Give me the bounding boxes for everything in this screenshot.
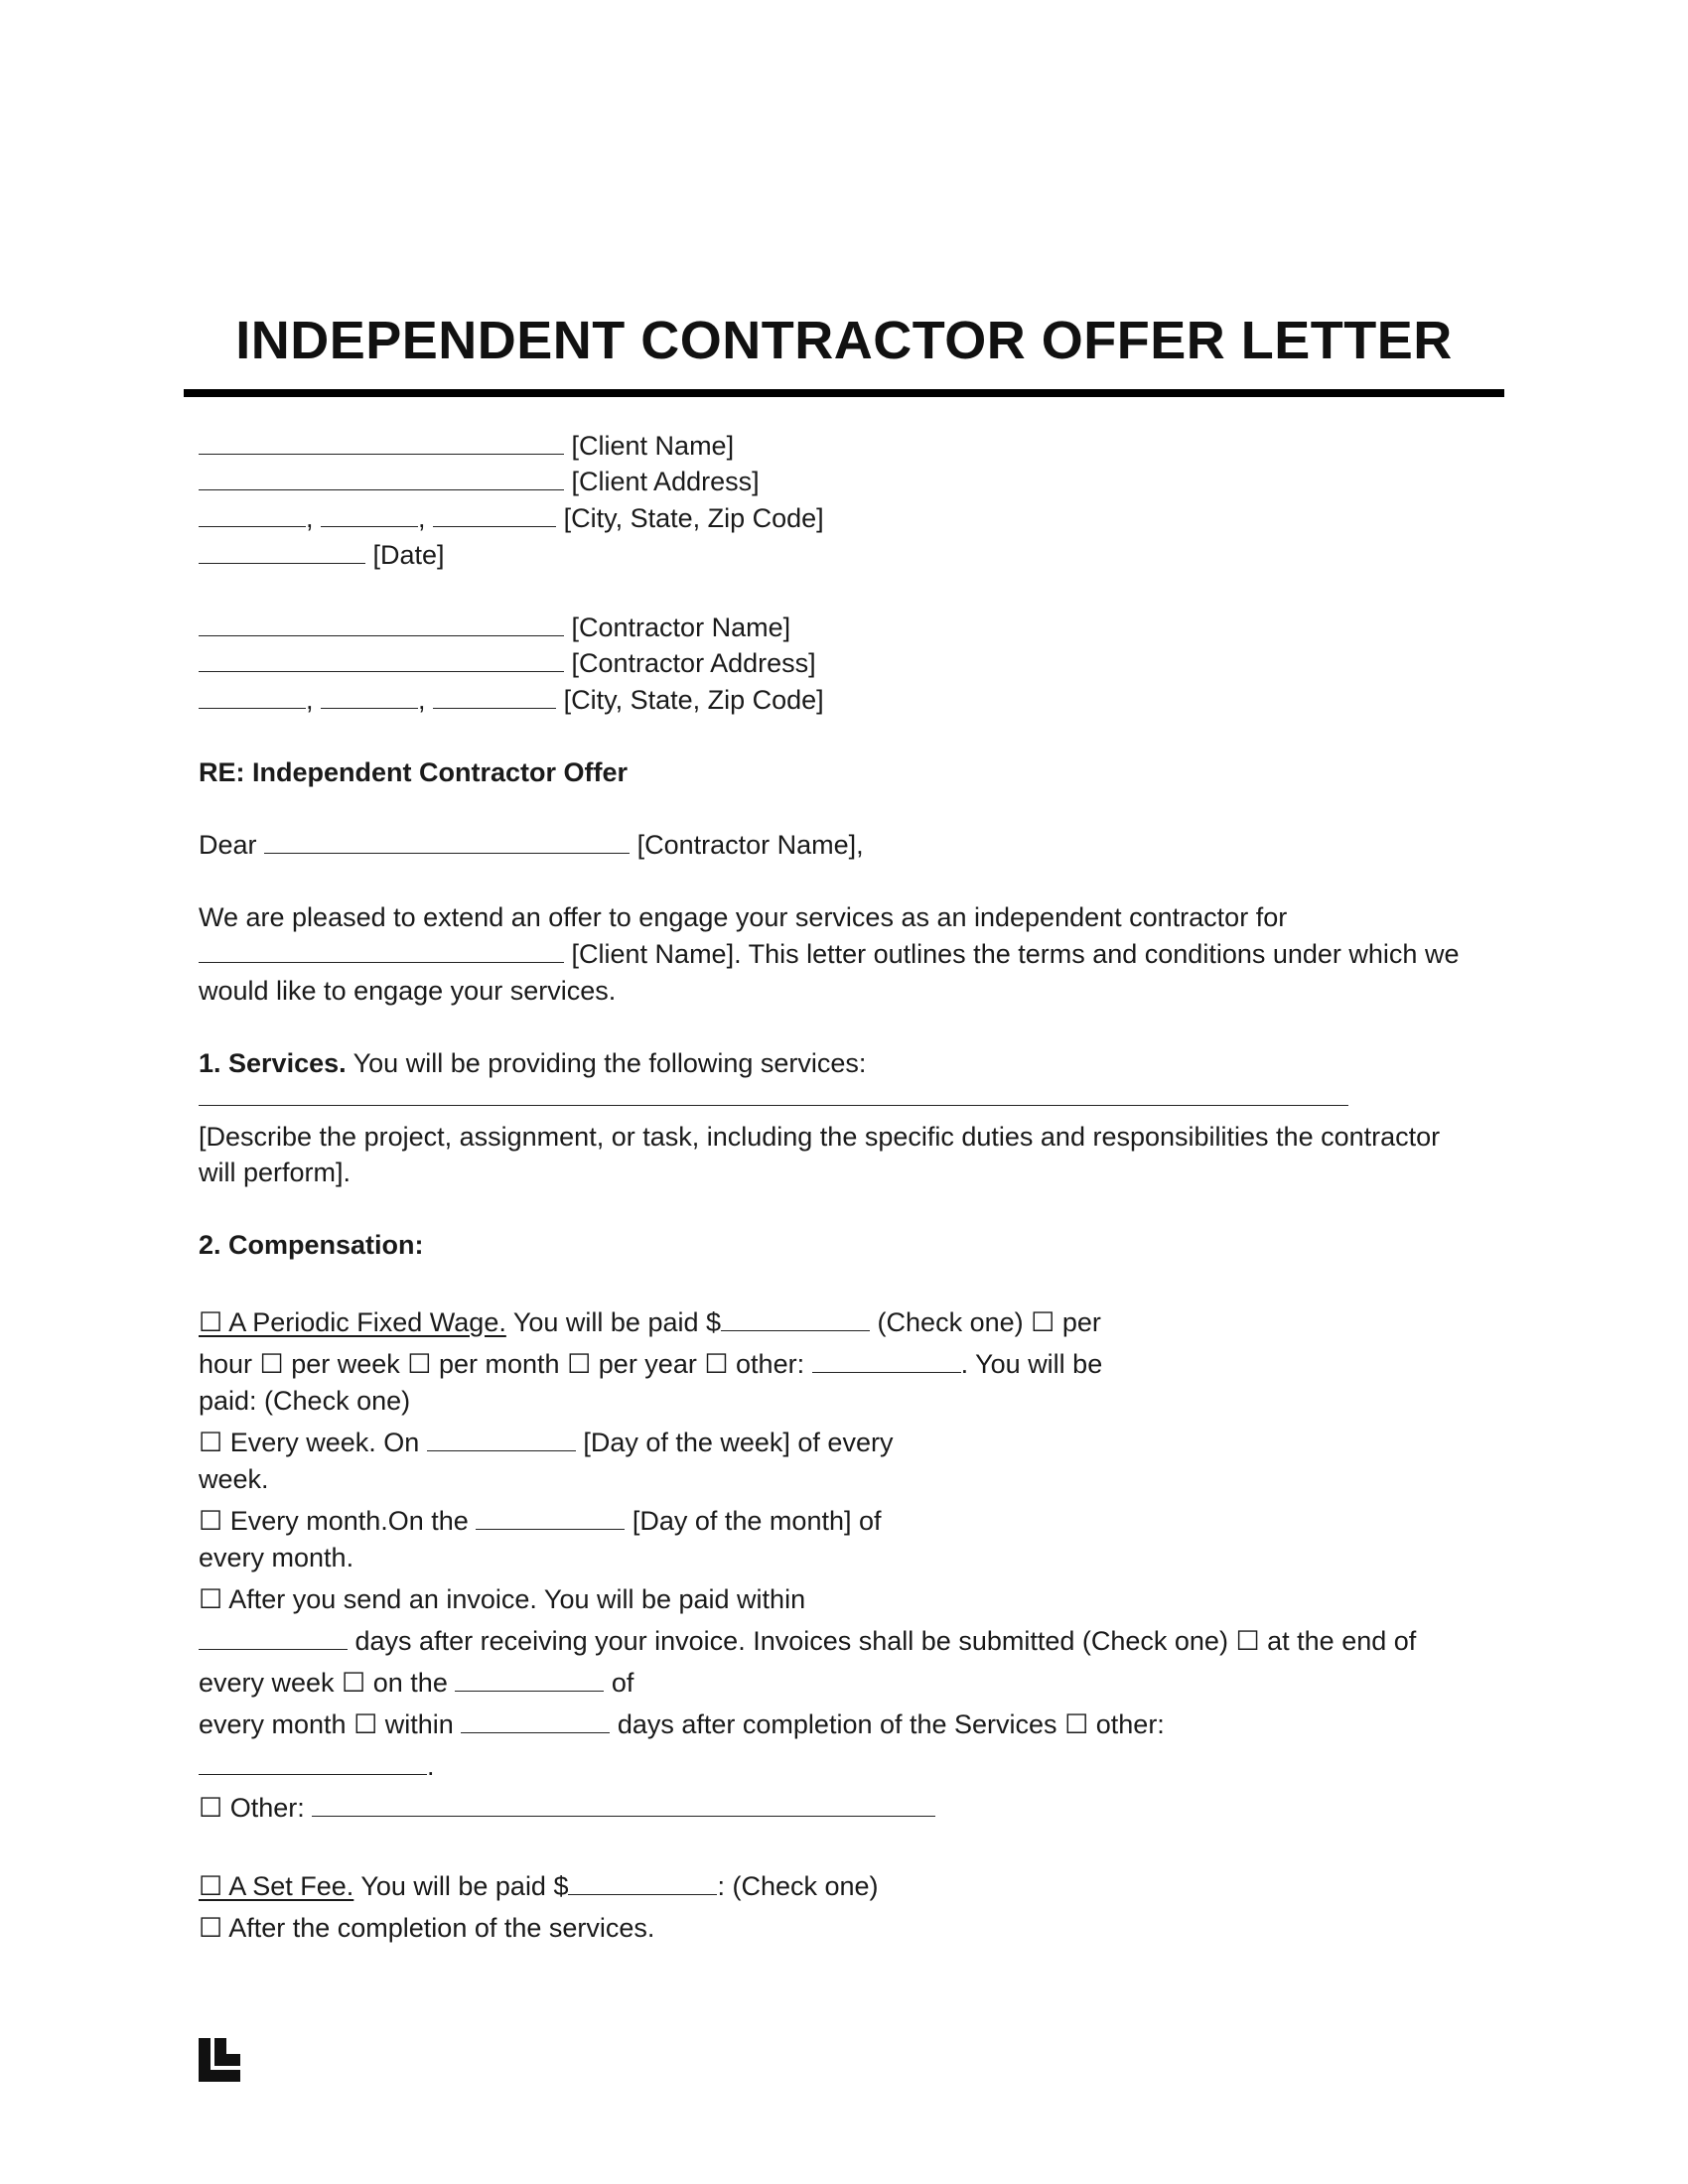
every-week-line <box>199 1426 893 1459</box>
other-checkbox[interactable]: ☐ Other: <box>199 1793 305 1823</box>
check-one-per[interactable]: (Check one) ☐ per <box>877 1307 1101 1337</box>
rate-other-blank[interactable] <box>812 1350 961 1373</box>
contractor-city-label: [City, State, Zip Code] <box>563 685 824 715</box>
invoice-line-2-text[interactable]: days after receiving your invoice. Invoices shall be submitted (Check one) ☐ at the end of <box>354 1626 1417 1656</box>
client-name-blank[interactable] <box>199 432 564 455</box>
document-title: INDEPENDENT CONTRACTOR OFFER LETTER <box>235 311 1453 370</box>
contractor-name-line <box>199 611 790 644</box>
intro-client-blank[interactable] <box>199 940 564 963</box>
client-address-label: [Client Address] <box>571 467 760 496</box>
contractor-state-blank[interactable] <box>321 686 418 709</box>
client-address-blank[interactable] <box>199 468 564 490</box>
client-city-line <box>199 501 824 535</box>
contractor-address-label: [Contractor Address] <box>571 648 816 678</box>
invoice-days-blank[interactable] <box>199 1627 348 1650</box>
comma: , <box>418 685 426 715</box>
services-desc-1: [Describe the project, assignment, or task, including the specific duties and responsibilities the contractor <box>199 1122 1441 1152</box>
periodic-amount-blank[interactable] <box>721 1308 870 1331</box>
salutation <box>199 828 864 862</box>
period: . <box>427 1751 435 1781</box>
client-name-line <box>199 429 734 463</box>
after-completion-line[interactable]: ☐ After the completion of the services. <box>199 1913 655 1943</box>
invoice-every-week[interactable]: every week ☐ on the <box>199 1668 448 1698</box>
comma: , <box>306 685 314 715</box>
set-fee-amount-blank[interactable] <box>568 1872 717 1895</box>
periodic-wage-checkbox[interactable]: ☐ A Periodic Fixed Wage. <box>199 1307 506 1337</box>
intro-line-2-text: [Client Name]. This letter outlines the terms and conditions under which we <box>571 939 1460 969</box>
invoice-line-4 <box>199 1707 1165 1741</box>
title-rule <box>184 389 1504 397</box>
periodic-wage-line <box>199 1305 1101 1339</box>
client-city-label: [City, State, Zip Code] <box>563 503 824 533</box>
set-fee-line <box>199 1869 879 1903</box>
invoice-within-blank[interactable] <box>461 1710 610 1733</box>
contractor-address-line <box>199 646 816 680</box>
services-blank-line <box>199 1080 1348 1114</box>
invoice-day-blank[interactable] <box>455 1669 604 1692</box>
rate-options-line <box>199 1347 1102 1381</box>
intro-line-3: would like to engage your services. <box>199 976 617 1006</box>
invoice-line-3 <box>199 1666 633 1700</box>
rate-options[interactable]: hour ☐ per week ☐ per month ☐ per year ☐ other: <box>199 1349 805 1379</box>
periodic-paid-text: You will be paid $ <box>512 1307 722 1337</box>
client-state-blank[interactable] <box>321 504 418 527</box>
compensation-heading: 2. Compensation: <box>199 1230 424 1260</box>
contractor-name-blank[interactable] <box>199 614 564 636</box>
day-of-month-label: [Day of the month] of <box>632 1506 882 1536</box>
day-of-month-blank[interactable] <box>476 1507 625 1530</box>
client-name-label: [Client Name] <box>571 431 735 461</box>
date-blank[interactable] <box>199 541 365 564</box>
logo-icon <box>199 2038 240 2082</box>
invoice-every-month[interactable]: every month ☐ within <box>199 1709 454 1739</box>
contractor-zip-blank[interactable] <box>433 686 556 709</box>
set-fee-checkbox[interactable]: ☐ A Set Fee. <box>199 1871 354 1901</box>
services-blank[interactable] <box>199 1083 1348 1106</box>
every-month-checkbox[interactable]: ☐ Every month.On the <box>199 1506 469 1536</box>
invoice-line-1[interactable]: ☐ After you send an invoice. You will be paid within <box>199 1584 806 1614</box>
date-line <box>199 538 445 572</box>
date-label: [Date] <box>372 540 445 570</box>
invoice-line-5 <box>199 1749 435 1783</box>
services-heading: 1. Services. <box>199 1048 347 1078</box>
contractor-name-label: [Contractor Name] <box>571 613 791 642</box>
every-week-checkbox[interactable]: ☐ Every week. On <box>199 1428 420 1457</box>
dear-text: Dear <box>199 830 257 860</box>
client-address-line <box>199 465 760 498</box>
day-of-week-label: [Day of the week] of every <box>583 1428 894 1457</box>
services-desc-2: will perform]. <box>199 1158 352 1187</box>
services-text: You will be providing the following services: <box>352 1048 867 1078</box>
every-month-line <box>199 1504 882 1538</box>
re-line: RE: Independent Contractor Offer <box>199 757 629 787</box>
day-of-week-blank[interactable] <box>427 1429 576 1451</box>
intro-line-2 <box>199 937 1459 971</box>
set-fee-paid-text: You will be paid $ <box>360 1871 569 1901</box>
salutation-name-label: [Contractor Name], <box>636 830 864 860</box>
contractor-city-blank[interactable] <box>199 686 306 709</box>
other-line <box>199 1791 935 1825</box>
intro-line-1: We are pleased to extend an offer to engage your services as an independent contractor for <box>199 902 1288 932</box>
invoice-other-blank[interactable] <box>199 1752 427 1775</box>
invoice-line-2 <box>199 1624 1416 1658</box>
invoice-of: of <box>611 1668 634 1698</box>
every-week-line-2: week. <box>199 1464 269 1494</box>
comma: , <box>306 503 314 533</box>
other-blank[interactable] <box>312 1794 935 1817</box>
salutation-name-blank[interactable] <box>264 831 630 854</box>
services-section <box>199 1046 866 1080</box>
set-fee-check-one: : (Check one) <box>717 1871 879 1901</box>
client-city-blank[interactable] <box>199 504 306 527</box>
you-will-be-text: . You will be <box>960 1349 1103 1379</box>
client-zip-blank[interactable] <box>433 504 556 527</box>
comma: , <box>418 503 426 533</box>
contractor-address-blank[interactable] <box>199 649 564 672</box>
contractor-city-line <box>199 683 824 717</box>
invoice-completion[interactable]: days after completion of the Services ☐ other: <box>617 1709 1165 1739</box>
every-month-line-2: every month. <box>199 1543 354 1572</box>
paid-check-one: paid: (Check one) <box>199 1386 411 1416</box>
